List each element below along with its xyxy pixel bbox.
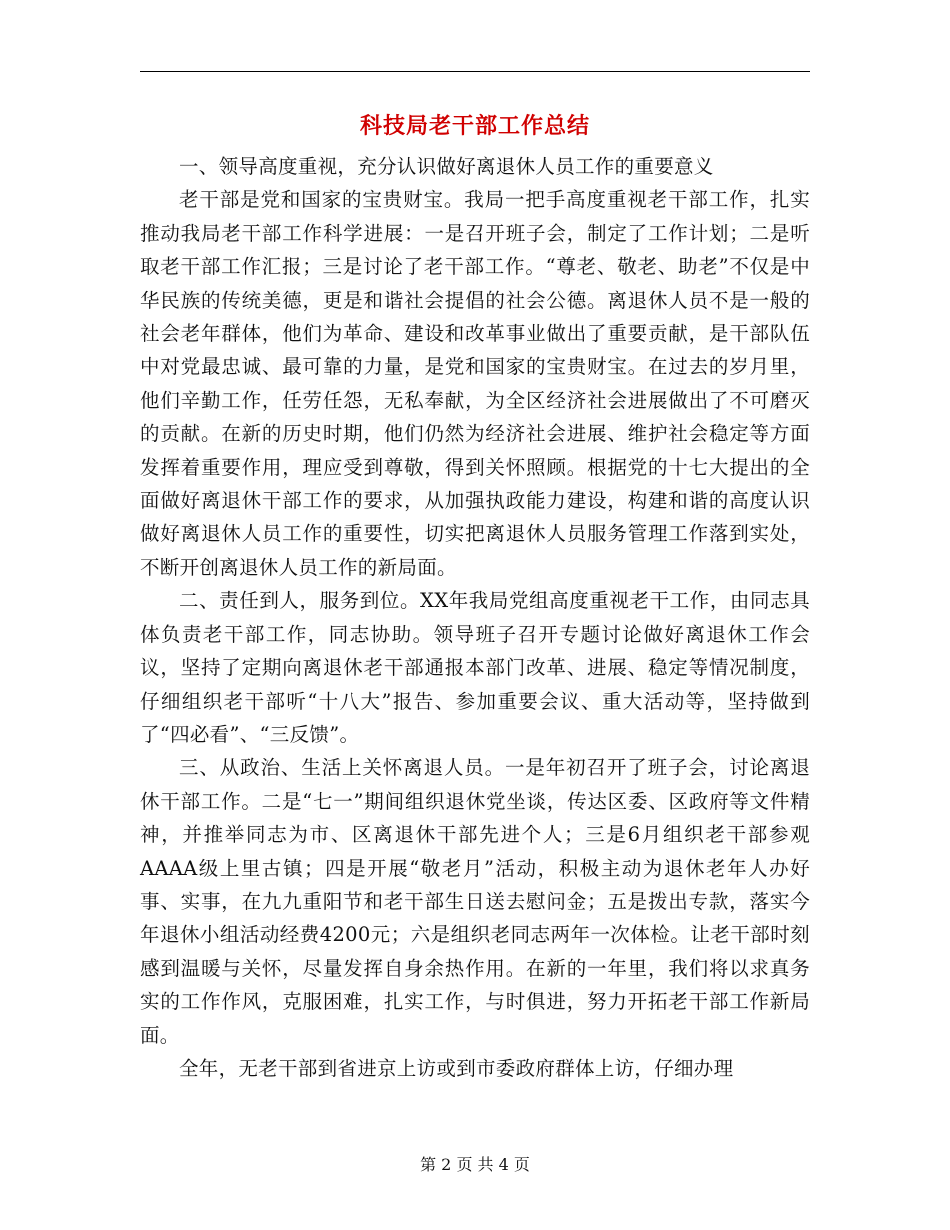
page-footer: 第 2 页 共 4 页 xyxy=(420,1155,530,1174)
header-rule xyxy=(140,71,810,72)
document-body xyxy=(140,150,810,1085)
paragraph-3: 三、从政治、生活上关怀离退人员。一是年初召开了班子会，讨论离退休干部工作。二是“七一”期间组织退休党坐谈，传达区委、区政府等文件精神，并推举同志为市、区离退休干部先进个人；三是6月组织老干部参观AAAA级上里古镇；四是开展“敬老月”活动，积极主动为退休老年人办好事、实事，在九九重阳节和老干部生日送去慰问金；五是拨出专款，落实今年退休小组活动经费4200元；六是组织老同志两年一次体检。让老干部时刻感到温暖与关怀，尽量发挥自身余热作用。在新的一年里，我们将以求真务实的工作作风，克服困难，扎实工作，与时俱进，努力开拓老干部工作新局面。 xyxy=(140,756,810,1047)
page-title: 科技局老干部工作总结 xyxy=(359,113,590,139)
paragraph-1: 老干部是党和国家的宝贵财宝。我局一把手高度重视老干部工作，扎实推动我局老干部工作科学进展：一是召开班子会，制定了工作计划；二是听取老干部工作汇报；三是讨论了老干部工作。“尊老、敬老、助老”不仅是中华民族的传统美德，更是和谐社会提倡的社会公德。离退休人员不是一般的社会老年群体，他们为革命、建设和改革事业做出了重要贡献，是干部队伍中对党最忠诚、最可靠的力量，是党和国家的宝贵财宝。在过去的岁月里，他们辛勤工作，任劳任怨，无私奉献，为全区经济社会进展做出了不可磨灭的贡献。在新的历史时期，他们仍然为经济社会进展、维护社会稳定等方面发挥着重要作用，理应受到尊敬，得到关怀照顾。根据党的十七大提出的全面做好离退休干部工作的要求，从加强执政能力建设，构建和谐的高度认识做好离退休人员工作的重要性，切实把离退休人员服务管理工作落到实处，不断开创离退休人员工作的新局面。 xyxy=(140,188,810,579)
section-heading-1: 一、领导高度重视，充分认识做好离退休人员工作的重要意义 xyxy=(179,155,714,178)
paragraph-2: 二、责任到人，服务到位。XX年我局党组高度重视老干工作，由同志具体负责老干部工作，同志协助。领导班子召开专题讨论做好离退休工作会议，坚持了定期向离退休老干部通报本部门改革、进展、稳定等情况制度，仔细组织老干部听“十八大”报告、参加重要会议、重大活动等，坚持做到了“四必看”、“三反馈”。 xyxy=(140,589,810,746)
paragraph-4: 全年，无老干部到省进京上访或到市委政府群体上访，仔细办理 xyxy=(179,1056,734,1080)
